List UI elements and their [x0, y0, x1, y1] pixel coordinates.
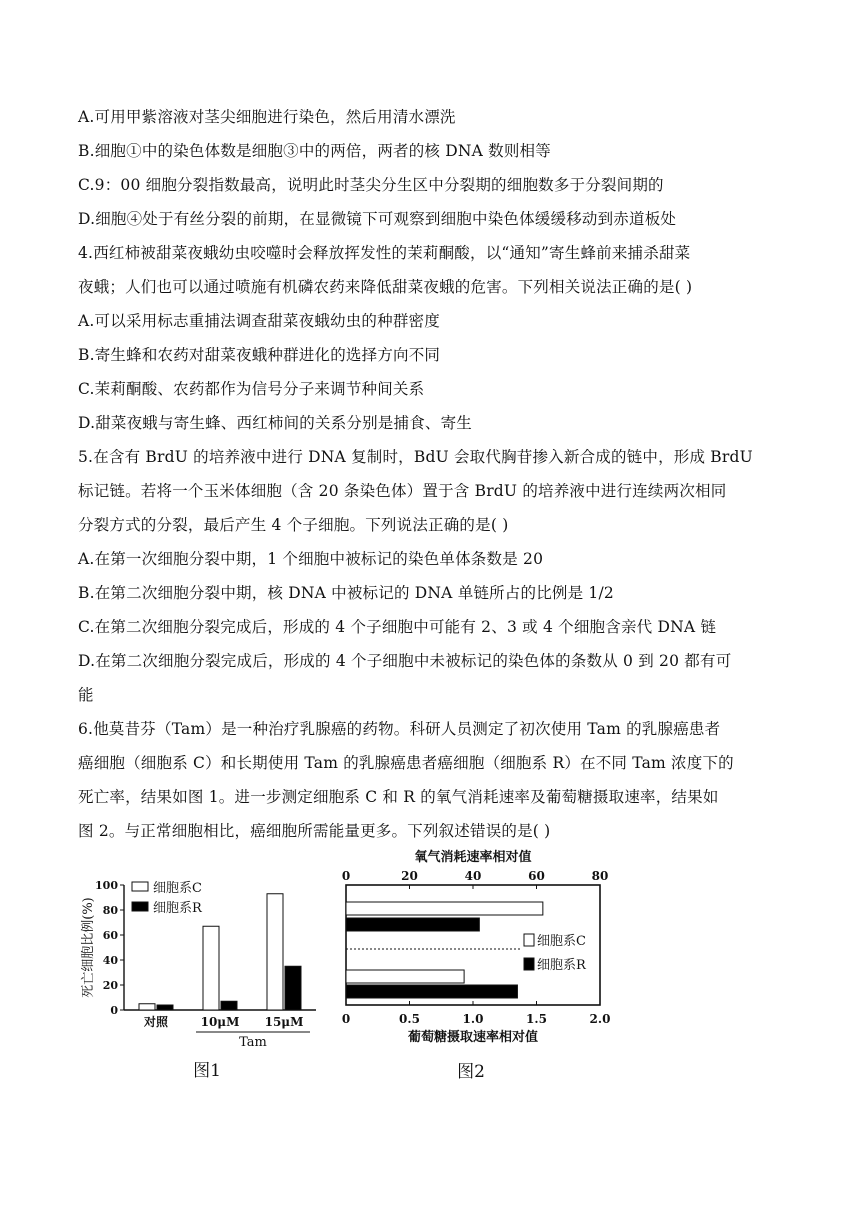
- oxygen-bar-series-c: [346, 902, 543, 915]
- text-line: D.在第二次细胞分裂完成后，形成的 4 个子细胞中未被标记的染色体的条数从 0 到 20 都有可: [78, 652, 732, 670]
- text-line: C.在第二次细胞分裂完成后，形成的 4 个子细胞中可能有 2、3 或 4 个细胞含亲代 DNA 链: [78, 618, 717, 636]
- text-line: 夜蛾；人们也可以通过喷施有机磷农药来降低甜菜夜蛾的危害。下列相关说法正确的是( ): [78, 278, 693, 296]
- top-axis-label: 氧气消耗速率相对值: [414, 850, 532, 865]
- top-tick-label: 80: [591, 869, 609, 883]
- y-tick-label: 60: [102, 929, 118, 942]
- text-line: 5.在含有 BrdU 的培养液中进行 DNA 复制时，BdU 会取代胸苷掺入新合成的链中，形成 BrdU: [78, 448, 753, 466]
- text-line: 能: [78, 686, 94, 704]
- legend-swatch: [524, 934, 534, 946]
- bar-series-c: [267, 894, 283, 1010]
- figure-2-horizontal-bar-chart: [330, 845, 630, 1085]
- bottom-tick-label: 0.5: [399, 1012, 420, 1026]
- text-line: C.9：00 细胞分裂指数最高，说明此时茎尖分生区中分裂期的细胞数多于分裂间期的: [78, 176, 664, 194]
- legend-label: 细胞系C: [153, 881, 202, 896]
- question-text: [78, 100, 798, 848]
- legend-swatch: [524, 958, 534, 970]
- y-tick-label: 80: [102, 904, 118, 917]
- legend-swatch: [132, 902, 148, 911]
- glucose-bar-series-c: [346, 970, 464, 983]
- text-line: D.细胞④处于有丝分裂的前期，在显微镜下可观察到细胞中染色体缓缓移动到赤道板处: [78, 210, 677, 228]
- y-tick-label: 0: [110, 1004, 118, 1017]
- bar-series-r: [221, 1001, 237, 1010]
- tam-group-label: Tam: [239, 1035, 267, 1050]
- legend-label: 细胞系C: [537, 934, 586, 949]
- legend-swatch: [132, 882, 148, 891]
- text-line: 标记链。若将一个玉米体细胞（含 20 条染色体）置于含 BrdU 的培养液中进行连续两次相同: [78, 482, 727, 500]
- text-line: 4.西红柿被甜菜夜蛾幼虫咬噬时会释放挥发性的茉莉酮酸，以“通知”寄生蜂前来捕杀甜菜: [78, 244, 691, 262]
- bottom-tick-label: 1.0: [462, 1012, 484, 1026]
- text-line: D.甜菜夜蛾与寄生蜂、西红柿间的关系分别是捕食、寄生: [78, 414, 473, 432]
- bottom-tick-label: 2.0: [589, 1012, 611, 1026]
- top-tick-label: 40: [464, 869, 482, 883]
- top-tick-label: 60: [528, 869, 545, 883]
- y-tick-label: 40: [102, 954, 118, 967]
- text-line: 6.他莫昔芬（Tam）是一种治疗乳腺癌的药物。科研人员测定了初次使用 Tam 的乳腺癌患者: [78, 720, 721, 738]
- legend-label: 细胞系R: [537, 958, 586, 973]
- y-tick-label: 20: [102, 979, 118, 992]
- y-tick-label: 100: [95, 879, 118, 892]
- glucose-bar-series-r: [346, 985, 517, 998]
- bottom-tick-label: 0: [341, 1012, 351, 1026]
- text-line: 图 2。与正常细胞相比，癌细胞所需能量更多。下列叙述错误的是( ): [78, 822, 551, 840]
- bottom-tick-label: 1.5: [526, 1012, 547, 1026]
- text-line: 癌细胞（细胞系 C）和长期使用 Tam 的乳腺癌患者癌细胞（细胞系 R）在不同 Tam 浓度下的: [78, 754, 734, 772]
- text-line: C.茉莉酮酸、农药都作为信号分子来调节种间关系: [78, 380, 425, 398]
- text-line: A.在第一次细胞分裂中期，1 个细胞中被标记的染色单体条数是 20: [78, 550, 544, 568]
- top-tick-label: 0: [341, 869, 351, 883]
- text-line: 死亡率，结果如图 1。进一步测定细胞系 C 和 R 的氧气消耗速率及葡萄糖摄取速率，结果如: [78, 788, 719, 806]
- bar-series-c: [203, 926, 219, 1010]
- bar-series-c: [139, 1004, 155, 1010]
- x-tick-label: 15μM: [264, 1015, 304, 1029]
- oxygen-bar-series-r: [346, 918, 479, 931]
- top-tick-label: 20: [401, 869, 418, 883]
- text-line: A.可用甲紫溶液对茎尖细胞进行染色，然后用清水漂洗: [78, 108, 456, 126]
- text-line: 分裂方式的分裂，最后产生 4 个子细胞。下列说法正确的是( ): [78, 516, 509, 534]
- bar-series-r: [157, 1005, 173, 1010]
- x-tick-label: 10μM: [200, 1015, 240, 1029]
- figure-caption: 图2: [457, 1062, 485, 1082]
- figure-caption: 图1: [193, 1061, 221, 1080]
- bottom-axis-label: 葡萄糖摄取速率相对值: [407, 1030, 539, 1045]
- x-tick-label: 对照: [143, 1015, 169, 1029]
- legend-label: 细胞系R: [153, 901, 202, 916]
- text-line: B.寄生蜂和农药对甜菜夜蛾种群进化的选择方向不同: [78, 346, 441, 364]
- y-axis-label: 死亡细胞比例(%): [81, 897, 96, 998]
- figure-1-bar-chart: [74, 860, 324, 1080]
- text-line: B.细胞①中的染色体数是细胞③中的两倍，两者的核 DNA 数则相等: [78, 142, 551, 160]
- bar-series-r: [285, 966, 301, 1010]
- text-line: A.可以采用标志重捕法调查甜菜夜蛾幼虫的种群密度: [78, 312, 440, 330]
- text-line: B.在第二次细胞分裂中期，核 DNA 中被标记的 DNA 单链所占的比例是 1/2: [78, 584, 614, 602]
